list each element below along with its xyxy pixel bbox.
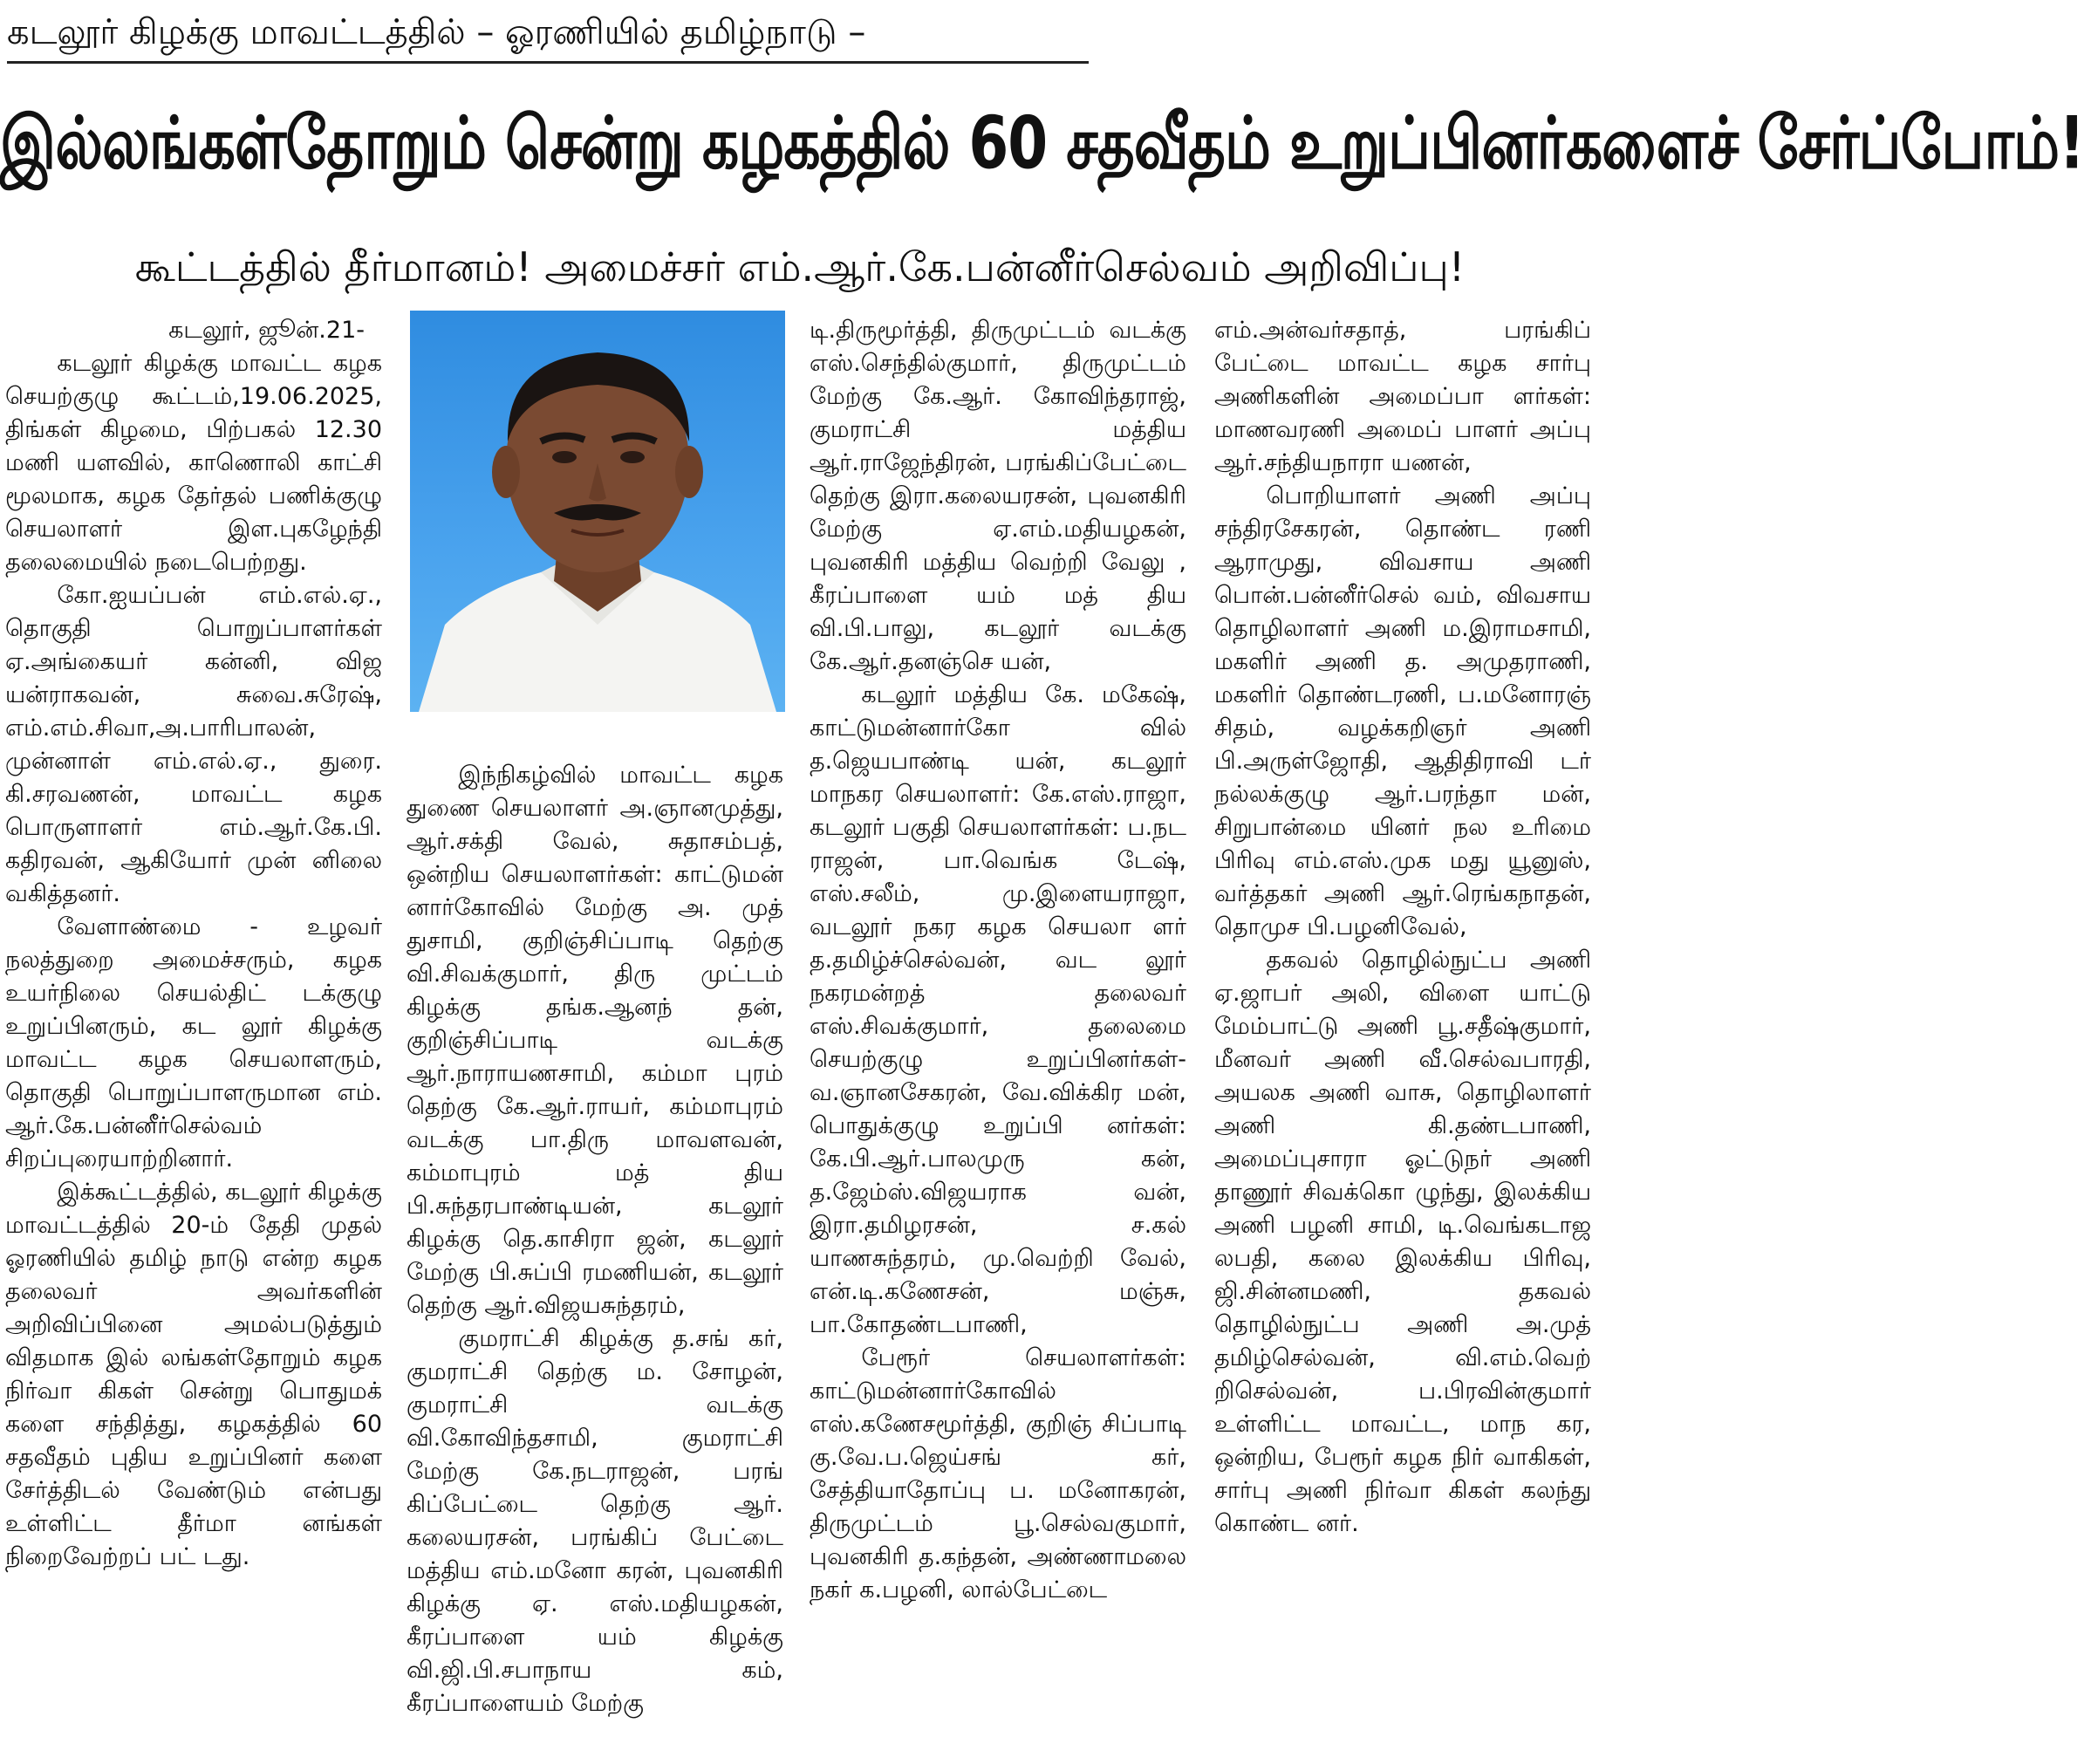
article-column-4 xyxy=(1214,314,1591,1758)
paragraph: இக்கூட்டத்தில், கடலூர் கிழக்கு மாவட்டத்தில் 20-ம் தேதி முதல் ஓரணியில் தமிழ் நாடு என்ற கழக தலைவர் அவர்களின் அறிவிப்பினை அமல்படுத்தும் விதமாக இல் லங்கள்தோறும் கழக நிர்வா கிகள் சென்று பொதுமக் களை சந்தித்து, கழகத்தில் 60 சதவீதம் புதிய உறுப்பினர் களை சேர்த்திடல் வேண்டும் என்பது உள்ளிட்ட தீர்மா னங்கள் நிறைவேற்றப் பட் டது. xyxy=(5,1179,382,1570)
article-column-1 xyxy=(5,314,382,1758)
paragraph: இந்நிகழ்வில் மாவட்ட கழக துணை செயலாளர் அ.ஞானமுத்து, ஆர்.சக்தி வேல், சுதாசம்பத், ஒன்றிய செயலாளர்கள்: காட்டுமன் னார்கோவில் மேற்கு அ. முத் துசாமி, குறிஞ்சிப்பாடி தெற்கு வி.சிவக்குமார், திரு முட்டம் கிழக்கு தங்க.ஆனந் தன், குறிஞ்சிப்பாடி வடக்கு ஆர்.நாராயணசாமி, கம்மா புரம் தெற்கு கே.ஆர்.ராயர், கம்மாபுரம் வடக்கு பா.திரு மாவளவன், கம்மாபுரம் மத் திய பி.சுந்தரபாண்டியன், கடலூர் கிழக்கு தெ.காசிரா ஜன், கடலூர் மேற்கு பி.சுப்பி ரமணியன், கடலூர் தெற்கு ஆர்.விஜயசுந்தரம், xyxy=(407,762,783,1319)
subheadline: கூட்டத்தில் தீர்மானம்! அமைச்சர் எம்.ஆர்.கே.பன்னீர்செல்வம் அறிவிப்பு! xyxy=(134,243,1466,291)
paragraph: டி.திருமூர்த்தி, திருமுட்டம் வடக்கு எஸ்.செந்தில்குமார், திருமுட்டம் மேற்கு கே.ஆர். கோவிந்தராஜ், குமராட்சி மத்திய ஆர்.ராஜேந்திரன், பரங்கிப்பேட்டை தெற்கு இரா.கலையரசன், புவனகிரி மேற்கு ஏ.எம்.மதியழகன், புவனகிரி மத்திய வெற்றி வேலு , கீரப்பாளை யம் மத் திய வி.பி.பாலு, கடலூர் வடக்கு கே.ஆர்.தனஞ்செ யன், xyxy=(810,317,1186,675)
headline: இல்லங்கள்தோறும் சென்று கழகத்தில் 60 சதவீதம் உறுப்பினர்களைச் சேர்ப்போம்! xyxy=(0,101,2084,186)
minister-photo xyxy=(410,311,785,712)
paragraph: வேளாண்மை - உழவர் நலத்துறை அமைச்சரும், கழக உயர்நிலை செயல்திட் டக்குழு உறுப்பினரும், கட லூர் கிழக்கு மாவட்ட கழக செயலாளரும், தொகுதி பொறுப்பாளருமான எம். ஆர்.கே.பன்னீர்செல்வம் சிறப்புரையாற்றினார். xyxy=(5,913,382,1173)
paragraph: கோ.ஐயப்பன் எம்.எல்.ஏ., தொகுதி பொறுப்பாளர்கள் ஏ.அங்கையர் கன்னி, விஜ யன்ராகவன், சுவை.சுரேஷ், எம்.எம்.சிவா,அ.பாரிபாலன், முன்னாள் எம்.எல்.ஏ., துரை. கி.சரவணன், மாவட்ட கழக பொருளாளர் எம்.ஆர்.கே.பி. கதிரவன், ஆகியோர் முன் னிலை வகித்தனர். xyxy=(5,582,382,907)
paragraph: எம்.அன்வர்சதாத், பரங்கிப் பேட்டை மாவட்ட கழக சார்பு அணிகளின் அமைப்பா ளர்கள்: மாணவரணி அமைப் பாளர் அப்பு ஆர்.சந்தியநாரா யணன், xyxy=(1214,317,1591,476)
paragraph: குமராட்சி கிழக்கு த.சங் கர், குமராட்சி தெற்கு ம. சோழன், குமராட்சி வடக்கு வி.கோவிந்தசாமி, குமராட்சி மேற்கு கே.நடராஜன், பரங் கிப்பேட்டை தெற்கு ஆர். கலையரசன், பரங்கிப் பேட்டை மத்திய எம்.மனோ கரன், புவனகிரி கிழக்கு ஏ. எஸ்.மதியழகன், கீரப்பாளை யம் கிழக்கு வி.ஜி.பி.சபாநாய கம், கீரப்பாளையம் மேற்கு xyxy=(407,1325,783,1717)
person-portrait-icon xyxy=(410,311,785,712)
paragraph: கடலூர் மத்திய கே. மகேஷ், காட்டுமன்னார்கோ வில் த.ஜெயபாண்டி யன், கடலூர் மாநகர செயலாளர்: கே.எஸ்.ராஜா, கடலூர் பகுதி செயலாளர்கள்: ப.நட ராஜன், பா.வெங்க டேஷ், எஸ்.சலீம், மு.இளையராஜா, வடலூர் நகர கழக செயலா ளர் த.தமிழ்ச்செல்வன், வட லூர் நகரமன்றத் தலைவர் எஸ்.சிவக்குமார், தலைமை செயற்குழு உறுப்பினர்கள்- வ.ஞானசேகரன், வே.விக்கிர மன், பொதுக்குழு உறுப்பி னர்கள்: கே.பி.ஆர்.பாலமுரு கன், த.ஜேம்ஸ்.விஜயராக வன், இரா.தமிழரசன், ச.கல் யாணசுந்தரம், மு.வெற்றி வேல், என்.டி.கணேசன், மஞ்சு, பா.கோதண்டபாணி, xyxy=(810,681,1186,1338)
paragraph: கடலூர் கிழக்கு மாவட்ட கழக செயற்குழு கூட்டம்,19.06.2025, திங்கள் கிழமை, பிற்பகல் 12.30 மணி யளவில், காணொலி காட்சி மூலமாக, கழக தேர்தல் பணிக்குழு செயலாளர் இள.புகழேந்தி தலைமையில் நடைபெற்றது. xyxy=(5,350,382,576)
dateline: கடலூர், ஜூன்.21- xyxy=(168,317,365,344)
paragraph: பேரூர் செயலாளர்கள்: காட்டுமன்னார்கோவில் எஸ்.கணேசமூர்த்தி, குறிஞ் சிப்பாடி கு.வே.ப.ஜெய்சங் கர், சேத்தியாதோப்பு ப. மனோகரன், திருமுட்டம் பூ.செல்வகுமார், புவனகிரி த.கந்தன், அண்ணாமலை நகர் க.பழனி, லால்பேட்டை xyxy=(810,1344,1186,1603)
article-column-3 xyxy=(810,314,1186,1758)
article-column-2 xyxy=(407,759,783,1758)
paragraph: பொறியாளர் அணி அப்பு சந்திரசேகரன், தொண்ட ரணி ஆராமுது, விவசாய அணி பொன்.பன்னீர்செல் வம், விவசாய தொழிலாளர் அணி ம.இராமசாமி, மகளிர் அணி த. அமுதராணி, மகளிர் தொண்டரணி, ப.மனோரஞ் சிதம், வழக்கறிஞர் அணி பி.அருள்ஜோதி, ஆதிதிராவி டர் நல்லக்குழு ஆர்.பரந்தா மன், சிறுபான்மை யினர் நல உரிமை பிரிவு எம்.எஸ்.முக மது யூனுஸ், வர்த்தகர் அணி ஆர்.ரெங்கநாதன், தொமுச பி.பழனிவேல், xyxy=(1214,482,1591,940)
kicker-line: கடலூர் கிழக்கு மாவட்டத்தில் – ஓரணியில் தமிழ்நாடு – xyxy=(7,7,1089,64)
paragraph: தகவல் தொழில்நுட்ப அணி ஏ.ஜாபர் அலி, விளை யாட்டு மேம்பாட்டு அணி பூ.சதீஷ்குமார், மீனவர் அணி வீ.செல்வபாரதி, அயலக அணி வாசு, தொழிலாளர் அணி கி.தண்டபாணி, அமைப்புசாரா ஓட்டுநர் அணி தாணூர் சிவக்கொ ழுந்து, இலக்கிய அணி பழனி சாமி, டி.வெங்கடாஜ லபதி, கலை இலக்கிய பிரிவு, ஜி.சின்னமணி, தகவல் தொழில்நுட்ப அணி அ.முத் தமிழ்செல்வன், வி.எம்.வெற் றிசெல்வன், ப.பிரவின்குமார் உள்ளிட்ட மாவட்ட, மாந கர, ஒன்றிய, பேரூர் கழக நிர் வாகிகள், சார்பு அணி நிர்வா கிகள் கலந்து கொண்ட னர். xyxy=(1214,947,1591,1537)
